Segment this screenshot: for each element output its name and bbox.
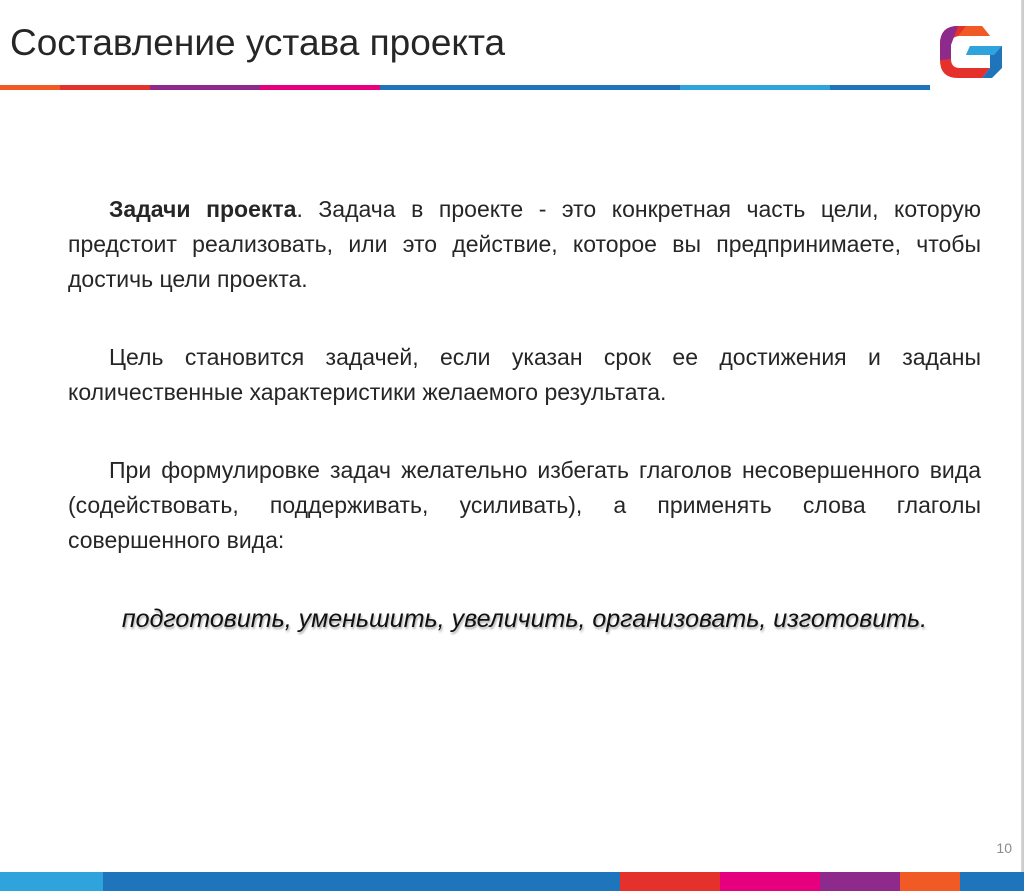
page-number: 10 — [996, 840, 1012, 856]
perfective-verbs-examples: подготовить, уменьшить, увеличить, организовать, изготовить. — [121, 605, 928, 633]
task-definition-text: . Задача в проекте - это конкретная часть цели, которую предстоит реализовать, или это действие, которое вы предпринимаете, чтобы достичь цели проекта. — [68, 196, 981, 292]
term-project-tasks: Задачи проекта — [109, 196, 297, 222]
title-underline — [0, 85, 930, 90]
footer-color-bar — [0, 872, 1024, 891]
paragraph-verb-guidance: При формулировке задач желательно избегать глаголов несовершенного вида (содействовать, поддерживать, усиливать), а применять слова глаголы совершенного вида: — [68, 457, 981, 553]
paragraph-task-definition — [68, 192, 981, 297]
slide-title: Составление устава проекта — [10, 22, 506, 63]
slide-body — [68, 192, 981, 637]
paragraph-goal-to-task: Цель становится задачей, если указан срок ее достижения и заданы количественные характеристики желаемого результата. — [68, 344, 981, 405]
brand-logo-icon — [936, 22, 1006, 82]
